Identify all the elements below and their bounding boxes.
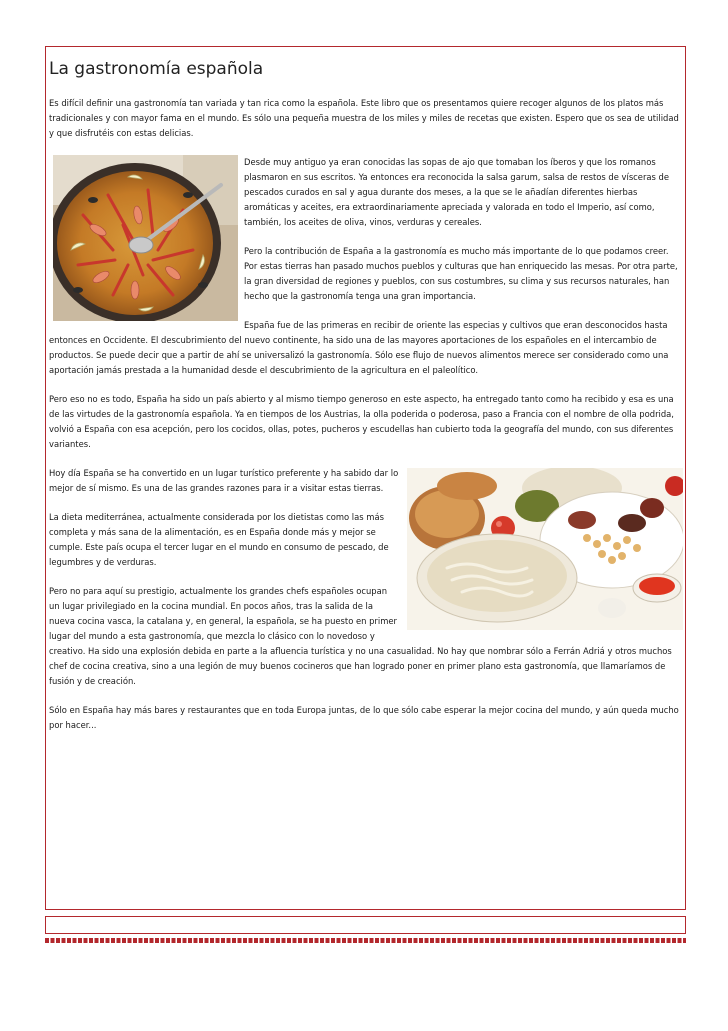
diet-paragraph: La dieta mediterránea, actualmente considerada por los dietistas como las más completa y más sana de la alimentación, es en España donde más y mejor se cumple. Este país ocupa el tercer lugar en el mundo en consumo de pescado, de legumbres y de verduras. <box>49 512 389 567</box>
generosity-paragraph: Pero eso no es todo, España ha sido un país abierto y al mismo tiempo generoso en este aspecto, ha entregado tanto como ha recibido y esa es una de las virtudes de la gastronomía española. Ya en tiempos de los Austrias, la olla poderida o poderosa, paso a Francia con el nombre de olla podrida, volvió a España con esa acepción, pero los cocidos, ollas, potes, pucheros y escudellas han cubierto toda la geografía del mundo, con sus diferentes variantes. <box>49 394 674 449</box>
footer-box <box>45 916 686 934</box>
history-paragraph: Desde muy antiguo ya eran conocidas las sopas de ajo que tomaban los íberos y que los romanos plasmaron en sus escritos. Ya entonces era reconocida la salsa garum, salsa de restos de vísceras de pescados curados en sal y agua durante dos meses, a la que se le añadían diferentes hierbas aromáticas y aceites, era extraordinariamente apreciada y valorada en todo el Imperio, así como, también, los aceites de oliva, vinos, verduras y cereales. <box>244 157 670 227</box>
chefs-paragraph: Pero no para aquí su prestigio, actualmente los grandes chefs españoles ocupan un lugar privilegiado en la cocina mundial. En pocos años, tras la salida de la nueva cocina vasca, la catalana y, en general, la española, se ha puesto en primer lugar del mundo a esta gastronomía, que mezcla lo clásico con lo novedoso y creativo. Ha sido una explosión debida en parte a la afluencia turística y no una casualidad. No hay que nombrar sólo a Ferrán Adriá y otros muchos chef de cocina creativa, sino a una legión de muy buenos cocineros que han logrado poner en primer plano esta gastronomía, que llamaríamos de fusión y de creación. <box>49 586 672 686</box>
closing-paragraph: Sólo en España hay más bares y restaurantes que en toda Europa juntas, de lo que sólo cabe esperar la mejor cocina del mundo, y aún queda mucho por hacer... <box>49 705 679 730</box>
paella-photo <box>53 155 238 321</box>
tourism-paragraph: Hoy día España se ha convertido en un lugar turístico preferente y ha sabido dar lo mejor de sí mismo. Es una de las grandes razones para ir a visitar estas tierras. <box>49 468 399 493</box>
cocido-photo <box>407 468 683 630</box>
contribution-paragraph: Pero la contribución de España a la gastronomía es mucho más importante de lo que podamos creer. Por estas tierras han pasado muchos pueblos y culturas que han enriquecido las mesas. Por otra parte, la gran diversidad de regiones y pueblos, con sus costumbres, su clima y sus recursos naturales, han hecho que la gastronomía tenga una gran importancia. <box>244 246 678 301</box>
discovery-paragraph: España fue de las primeras en recibir de oriente las especias y cultivos que eran desconocidos hasta entonces en Occidente. El descubrimiento del nuevo continente, ha sido una de las mayores aportaciones de los españoles en el intercambio de productos. Se puede decir que a partir de ahí se universalizó la gastronomía. Sólo ese flujo de nuevos alimentos merece ser considerado como una aportación jamás prestada a la humanidad desde el descubrimiento de la agricultura en el paleolítico. <box>49 320 669 375</box>
footer-dashed-line <box>45 938 686 943</box>
document-content <box>49 58 683 747</box>
intro-paragraph: Es difícil definir una gastronomía tan variada y tan rica como la española. Este libro que os presentamos quiere recoger algunos de los platos más tradicionales y con mayor fama en el mundo. Es sólo una pequeña muestra de los miles y miles de recetas que existen. Espero que os sea de utilidad y que disfrutéis con estas delicias. <box>49 98 679 138</box>
page-title: La gastronomía española <box>49 59 264 79</box>
